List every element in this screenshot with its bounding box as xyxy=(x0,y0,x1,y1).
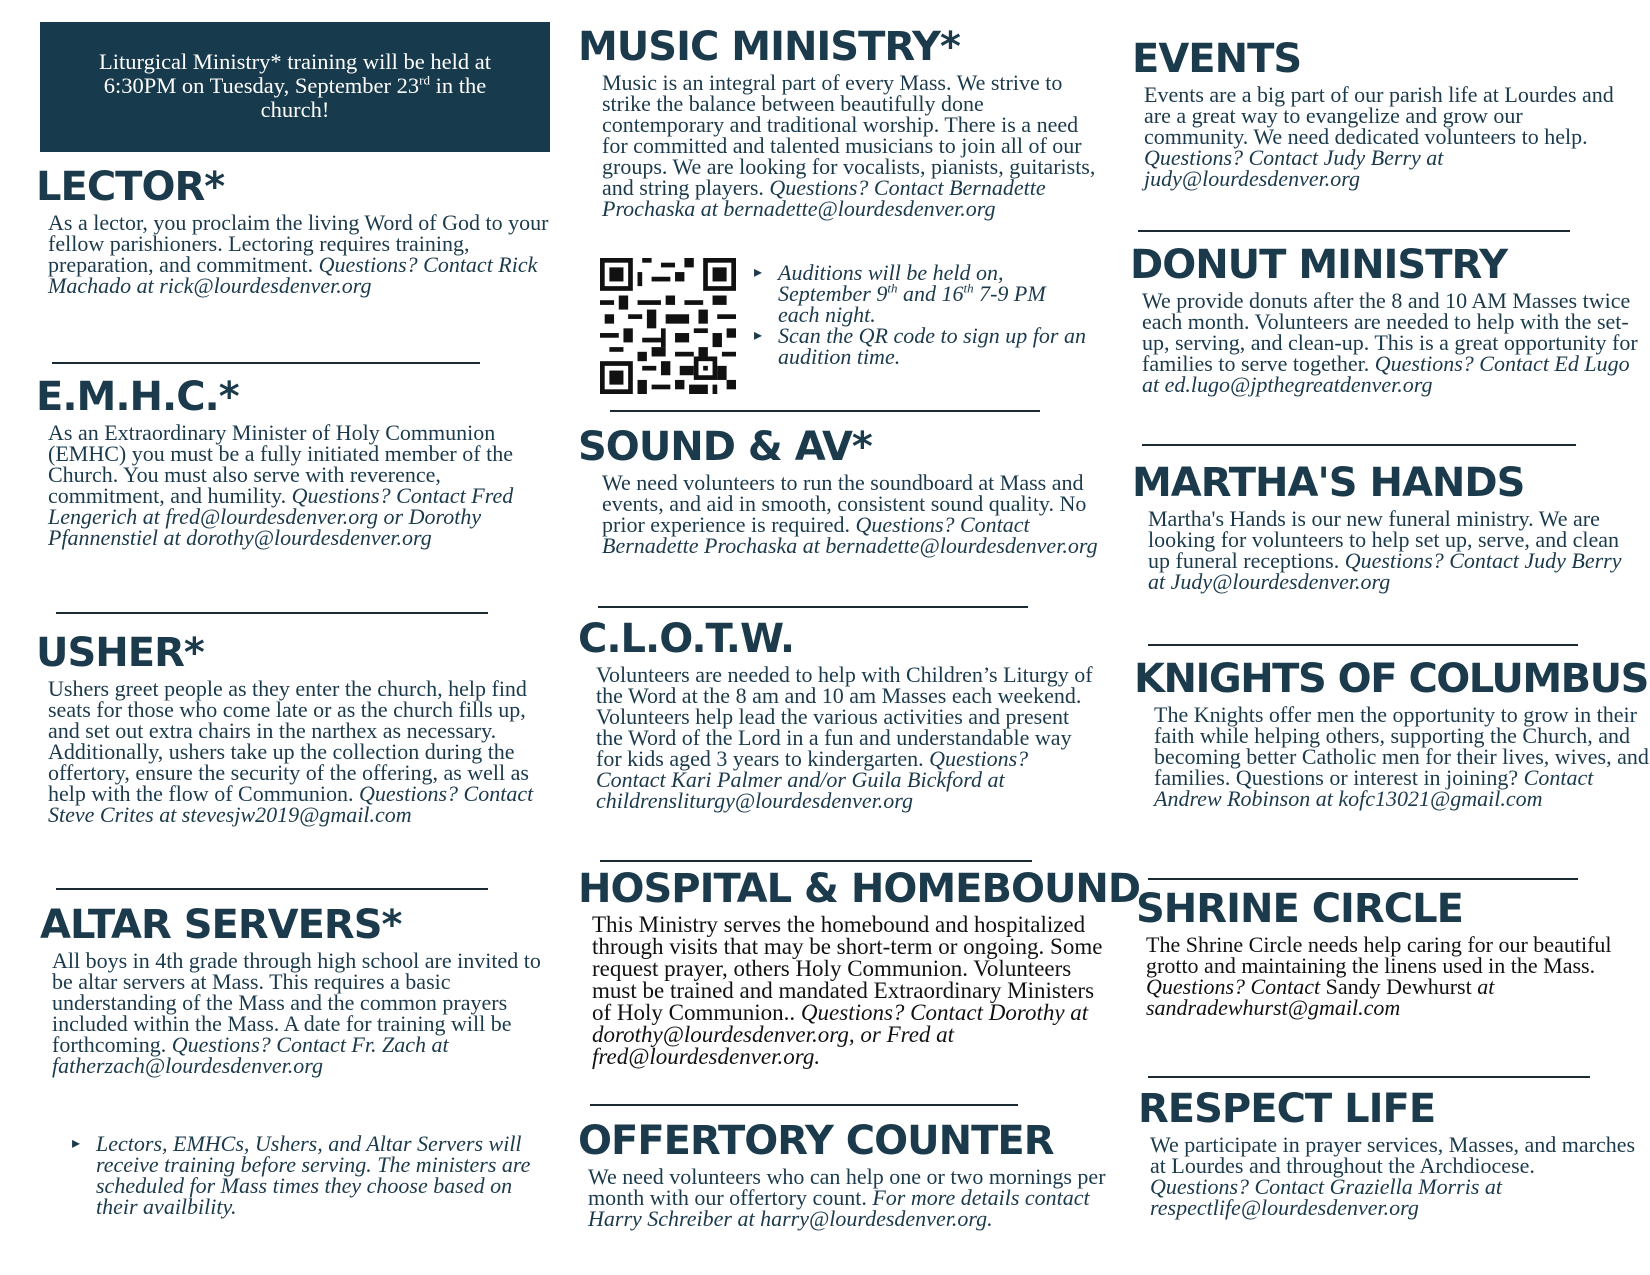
audition-list xyxy=(752,262,1092,367)
section-body: As an Extraordinary Minister of Holy Communion (EMHC) you must be a fully initiated member of the Church. You must also serve with reverence, commitment, and humility. Questions? Contact Fred Lengerich at fred@lourdesdenver.org or Dorothy Pfannenstiel at dorothy@lourdesdenver.org xyxy=(48,420,514,550)
section-title: E.M.H.C.* xyxy=(36,374,239,420)
section-offertory-counter xyxy=(578,1118,1108,1229)
banner-line-1: Liturgical Ministry* training will be held at xyxy=(98,49,491,74)
section-title: KNIGHTS OF COLUMBUS xyxy=(1134,656,1648,702)
section-clotw xyxy=(578,616,1098,811)
audition-dates: ▸ Auditions will be held on, September 9th and 16th 7-9 PM each night. xyxy=(752,262,1092,325)
audition-signup: ▸ Scan the QR code to sign up for an audition time. xyxy=(752,325,1092,367)
divider xyxy=(1138,230,1570,232)
section-body: Martha's Hands is our new funeral ministry. We are looking for volunteers to help set up, serve, and clean up funeral receptions. Questions? Contact Judy Berry at Judy@lourdesdenver.org xyxy=(1148,506,1622,594)
section-title: HOSPITAL & HOMEBOUND xyxy=(578,866,1141,912)
section-body: As a lector, you proclaim the living Word of God to your fellow parishioners. Lectoring requires training, preparation, and commitment. Questions? Contact Rick Machado at rick@lourdesdenver.org xyxy=(48,210,549,298)
divider xyxy=(1142,444,1576,446)
section-body: This Ministry serves the homebound and hospitalized through visits that may be short-term or ongoing. Some request prayer, others Holy Communion. Volunteers must be trained and mandated Extraordinary Ministers of Holy Communion.. Questions? Contact Dorothy at dorothy@lourdesdenver.org, or Fred at fred@lourdesdenver.org. xyxy=(592,912,1103,1069)
divider xyxy=(56,888,488,890)
section-knights-of-columbus xyxy=(1134,656,1650,809)
section-altar-servers xyxy=(40,902,560,1076)
divider xyxy=(56,612,488,614)
section-title: RESPECT LIFE xyxy=(1138,1086,1436,1132)
section-usher xyxy=(36,630,556,825)
banner-line-3: church! xyxy=(260,97,330,122)
section-title: SOUND & AV* xyxy=(578,424,872,470)
section-body: The Shrine Circle needs help caring for our beautiful grotto and maintaining the linens used in the Mass. Questions? Contact Sandy Dewhurst at sandradewhurst@gmail.com xyxy=(1146,932,1612,1020)
divider xyxy=(590,1104,1018,1106)
section-title: DONUT MINISTRY xyxy=(1130,242,1508,288)
section-title: C.L.O.T.W. xyxy=(578,616,795,662)
section-hospital-homebound xyxy=(578,866,1141,1069)
divider xyxy=(52,362,480,364)
section-sound-av xyxy=(578,424,1098,556)
section-body: We need volunteers who can help one or two mornings per month with our offertory count. For more details contact Harry Schreiber at harry@lourdesdenver.org. xyxy=(588,1164,1106,1231)
section-marthas-hands xyxy=(1132,460,1632,592)
divider xyxy=(1148,644,1578,646)
training-banner xyxy=(40,22,550,152)
section-body: We participate in prayer services, Masses, and marches at Lourdes and throughout the Archdiocese. Questions? Contact Graziella Morris at respectlife@lourdesdenver.org xyxy=(1150,1132,1636,1220)
section-body: We provide donuts after the 8 and 10 AM Masses twice each month. Volunteers are needed to help with the set-up, serving, and clean-up. This is a great opportunity for families to serve together. Questions? Contact Ed Lugo at ed.lugo@jpthegreatdenver.org xyxy=(1142,288,1638,397)
section-donut-ministry xyxy=(1130,242,1640,395)
section-body: All boys in 4th grade through high school are invited to be altar servers at Mass. This requires a basic understanding of the Mass and the common prayers included within the Mass. A date for training will be forthcoming. Questions? Contact Fr. Zach at fatherzach@lourdesdenver.org xyxy=(52,948,541,1078)
section-respect-life xyxy=(1138,1086,1638,1218)
section-shrine-circle xyxy=(1136,886,1636,1018)
training-note-list xyxy=(70,1133,548,1217)
section-events xyxy=(1132,36,1632,189)
section-title: MUSIC MINISTRY* xyxy=(578,24,960,70)
section-body: The Knights offer men the opportunity to grow in their faith while helping others, supporting the Church, and becoming better Catholic men for their lives, wives, and families. Questions or interest in joining? Contact Andrew Robinson at kofc13021@gmail.com xyxy=(1154,702,1649,811)
divider xyxy=(600,860,1032,862)
section-body: Volunteers are needed to help with Children’s Liturgy of the Word at the 8 am and 10 am Masses each weekend. Volunteers help lead the various activities and present the Word of the Lord in a fun and understandable way for kids aged 3 years to kindergarten. Questions? Contact Kari Palmer and/or Guila Bickford at childrensliturgy@lourdesdenver.org xyxy=(596,662,1093,813)
section-music-ministry xyxy=(578,24,1098,219)
section-title: OFFERTORY COUNTER xyxy=(578,1118,1054,1164)
section-title: USHER* xyxy=(36,630,204,676)
section-title: ALTAR SERVERS* xyxy=(40,902,402,948)
section-title: LECTOR* xyxy=(36,164,225,210)
training-note: ▸ Lectors, EMHCs, Ushers, and Altar Servers will receive training before serving. The ministers are scheduled for Mass times they choose based on their availbility. xyxy=(70,1133,548,1217)
section-body: We need volunteers to run the soundboard at Mass and events, and aid in smooth, consistent sound quality. No prior experience is required. Questions? Contact Bernadette Prochaska at bernadette@lourdesdenver.org xyxy=(602,470,1098,558)
divider xyxy=(1148,878,1578,880)
audition-qr-code[interactable] xyxy=(600,258,736,394)
section-title: MARTHA'S HANDS xyxy=(1132,460,1525,506)
divider xyxy=(598,606,1028,608)
banner-line-2: 6:30PM on Tuesday, September 23rd in the xyxy=(103,72,487,98)
section-title: SHRINE CIRCLE xyxy=(1136,886,1463,932)
section-lector xyxy=(36,164,556,296)
divider xyxy=(1148,1076,1590,1078)
section-body: Ushers greet people as they enter the church, help find seats for those who come late or as the church fills up, and set out extra chairs in the narthex as necessary. Additionally, ushers take up the collection during the offertory, ensure the security of the offering, as well as help with the flow of Communion. Questions? Contact Steve Crites at stevesjw2019@gmail.com xyxy=(48,676,534,827)
section-title: EVENTS xyxy=(1132,36,1302,82)
section-emhc xyxy=(36,374,556,548)
section-body: Events are a big part of our parish life at Lourdes and are a great way to evangelize and grow our community. We need dedicated volunteers to help. Questions? Contact Judy Berry at judy@lourdesdenver.org xyxy=(1144,82,1614,191)
divider xyxy=(610,410,1040,412)
section-body: Music is an integral part of every Mass. We strive to strike the balance between beautifully done contemporary and traditional worship. There is a need for committed and talented musicians to join all of our groups. We are looking for vocalists, pianists, guitarists, and string players. Questions? Contact Bernadette Prochaska at bernadette@lourdesdenver.org xyxy=(602,70,1096,221)
